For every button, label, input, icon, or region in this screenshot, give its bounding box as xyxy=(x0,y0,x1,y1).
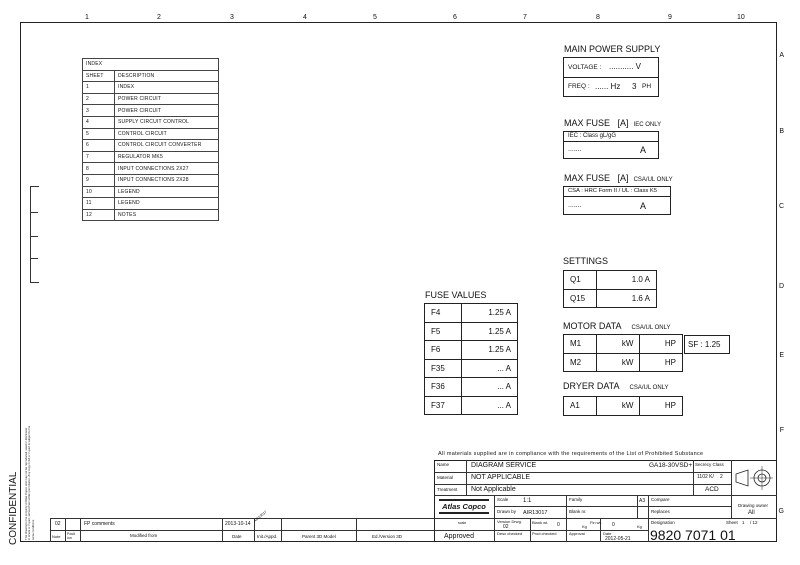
document-number: 9820 7071 01 xyxy=(650,527,736,543)
csa-only-note: CSA/UL ONLY xyxy=(633,177,673,183)
sheet-value: 1 xyxy=(742,520,745,525)
fin-wt-value: 0 xyxy=(612,522,615,528)
freq-label: FREQ : xyxy=(568,83,590,90)
col-label: 4 xyxy=(303,14,307,21)
fuse-value: 1.25 A xyxy=(462,304,518,323)
table-row xyxy=(425,378,518,397)
dryer-kw: kW xyxy=(597,397,640,416)
motor-data-table xyxy=(563,334,683,372)
fuse-id: F6 xyxy=(425,341,462,360)
sheet-description: NOTES xyxy=(115,209,219,221)
table-row xyxy=(564,289,657,308)
table-row xyxy=(83,163,219,175)
dryer-csa-note: CSA/UL ONLY xyxy=(629,385,669,391)
motor-id: M1 xyxy=(564,335,597,354)
index-table xyxy=(82,58,219,221)
fuse-id: F36 xyxy=(425,378,462,397)
drawing-owner-value: All xyxy=(748,510,755,516)
note-label: Note xyxy=(52,534,61,539)
fuse-value: ... A xyxy=(462,359,518,378)
col-label: 2 xyxy=(157,14,161,21)
version-label: Version Drwg. xyxy=(497,519,522,524)
iec-only-note: IEC ONLY xyxy=(633,122,662,128)
blank-wt-label: Blank wt. xyxy=(532,520,549,525)
setting-id: Q15 xyxy=(564,289,597,308)
row-label: C xyxy=(778,203,784,210)
sheet-number: 3 xyxy=(83,105,115,117)
col-label: 9 xyxy=(668,14,672,21)
col-label: 7 xyxy=(523,14,527,21)
paper-size: A3 xyxy=(639,498,646,504)
csa-fuse-unit: A xyxy=(640,201,647,211)
brand-sub: scale xyxy=(458,521,467,525)
row-label: G xyxy=(778,508,784,515)
margin-bracket xyxy=(30,186,39,283)
fuse-value: 1.25 A xyxy=(462,341,518,360)
drawing-name: DIAGRAM SERVICE xyxy=(471,462,537,469)
motor-id: M2 xyxy=(564,353,597,372)
dryer-data-title xyxy=(563,381,669,391)
table-row xyxy=(83,93,219,105)
voltage-label: VOLTAGE : xyxy=(568,64,602,71)
init-column-label: Init./Appd. xyxy=(257,534,278,539)
replaces-label: Replaces xyxy=(651,509,670,514)
prod-checked-label: Prod checked xyxy=(532,531,557,536)
table-row xyxy=(83,116,219,128)
row-label: F xyxy=(779,427,784,434)
table-row xyxy=(83,128,219,140)
sheet-description: REGULATOR MK5 xyxy=(115,151,219,163)
treatment-value: Not Applicable xyxy=(471,486,516,493)
row-label: B xyxy=(779,128,784,135)
family-label: Family xyxy=(569,497,583,502)
motor-data-title xyxy=(563,321,671,331)
date-label: Date xyxy=(603,531,612,536)
date-value: 2012-05-21 xyxy=(605,536,631,542)
row-label: D xyxy=(778,283,784,290)
csa-fuse-value: ....... xyxy=(568,202,582,209)
drawn-by-value: AIR13017 xyxy=(523,510,548,516)
dryer-data-label: DRYER DATA xyxy=(563,381,620,391)
table-row xyxy=(83,82,219,94)
table-row xyxy=(83,151,219,163)
dryer-data-table xyxy=(563,396,683,416)
fuse-values-title: FUSE VALUES xyxy=(425,290,487,300)
approval-label: Approval xyxy=(569,531,585,536)
sheet-number: 1 xyxy=(83,82,115,94)
motor-data-label: MOTOR DATA xyxy=(563,321,622,331)
voltage-value: ........... V xyxy=(609,62,642,71)
sheet-description: CONTROL CIRCUIT CONVERTER xyxy=(115,140,219,152)
revision-date: 2013-10-14 xyxy=(225,521,251,527)
max-fuse-unit: [A] xyxy=(617,173,629,183)
position-label: Posit ion xyxy=(67,532,75,540)
confidential-note: This drawing is the property of Atlas Copco and may not be reproduced, used or disclosed, in whole or in part, without their written permission. Any copy in full or in part is subject to the same conditions. xyxy=(24,425,35,540)
motor-hp: HP xyxy=(640,335,683,354)
table-row xyxy=(564,335,683,354)
sheet-label: Sheet xyxy=(726,520,738,525)
col-label: 10 xyxy=(737,14,745,21)
approved-status: Approved xyxy=(444,533,474,540)
fuse-values-table xyxy=(424,303,518,415)
table-row xyxy=(83,105,219,117)
sheet-number: 9 xyxy=(83,174,115,186)
phase-value: 3 xyxy=(632,82,637,91)
fuse-value: ... A xyxy=(462,396,518,415)
desc-checked-label: Desc checked xyxy=(497,531,523,536)
table-row xyxy=(83,140,219,152)
sheet-description: POWER CIRCUIT xyxy=(115,93,219,105)
phase-unit: PH xyxy=(642,83,652,90)
sheet-number: 8 xyxy=(83,163,115,175)
fin-wt-unit: Kg xyxy=(637,524,642,529)
fuse-value: ... A xyxy=(462,378,518,397)
sheet-number: 4 xyxy=(83,116,115,128)
dryer-hp: HP xyxy=(640,397,683,416)
sheet-description: INPUT CONNECTIONS 2X28 xyxy=(115,174,219,186)
sheet-description: POWER CIRCUIT xyxy=(115,105,219,117)
sheet-total: / 12 xyxy=(750,520,758,525)
acd-label: ACD xyxy=(705,486,719,493)
date-column-label: Date xyxy=(232,534,242,539)
table-row xyxy=(425,341,518,360)
designation-label: Designation xyxy=(651,520,675,525)
sheet-number: 7 xyxy=(83,151,115,163)
table-row xyxy=(83,209,219,221)
main-power-box xyxy=(563,57,659,97)
version-value: 02 xyxy=(503,524,509,530)
blank-wt-unit: Kg xyxy=(582,524,587,529)
col-label: 5 xyxy=(373,14,377,21)
revision-text: FP comments xyxy=(84,521,115,527)
table-row xyxy=(425,304,518,323)
atlas-copco-logo xyxy=(437,498,491,516)
secrecy-value: 1102 K/ xyxy=(697,474,714,480)
settings-title: SETTINGS xyxy=(563,256,609,266)
max-fuse-label: MAX FUSE xyxy=(564,173,611,183)
max-fuse-iec-box xyxy=(563,131,659,159)
motor-csa-note: CSA/UL ONLY xyxy=(631,325,671,331)
fuse-value: 1.25 A xyxy=(462,322,518,341)
max-fuse-csa-box xyxy=(563,186,671,215)
setting-value: 1.0 A xyxy=(597,271,657,290)
compare-label: Compare xyxy=(651,497,670,502)
sheet-number: 12 xyxy=(83,209,115,221)
motor-hp: HP xyxy=(640,353,683,372)
table-row xyxy=(425,359,518,378)
table-row xyxy=(564,353,683,372)
secrecy-number: 2 xyxy=(720,474,723,480)
blank-wt-value: 0 xyxy=(557,522,560,528)
sheet-number: 11 xyxy=(83,198,115,210)
sheet-number: 2 xyxy=(83,93,115,105)
index-header: DESCRIPTION xyxy=(115,70,219,82)
model-number: GA18-30VSD+ xyxy=(649,462,693,469)
compliance-note: All materials supplied are in compliance with the requirements of the List of Prohibited Substance xyxy=(438,451,704,457)
sheet-description: LEGEND xyxy=(115,186,219,198)
motor-kw: kW xyxy=(597,335,640,354)
drawing-owner-label: Drawing owner xyxy=(738,503,769,508)
setting-value: 1.6 A xyxy=(597,289,657,308)
ed-version-label: Ed./Version 3D xyxy=(372,534,403,539)
fuse-id: F35 xyxy=(425,359,462,378)
sheet-description: LEGEND xyxy=(115,198,219,210)
fin-wt-label: Fin wt. xyxy=(590,520,602,525)
service-factor: SF : 1.25 xyxy=(684,335,730,354)
revision-number: 02 xyxy=(55,521,61,527)
material-value: NOT APPLICABLE xyxy=(471,474,531,481)
freq-value: ...... Hz xyxy=(595,82,621,91)
max-fuse-unit: [A] xyxy=(617,118,629,128)
sheet-description: INDEX xyxy=(115,82,219,94)
secrecy-label: Secrecy Class xyxy=(695,462,724,467)
drawn-by-label: Drawn by xyxy=(497,509,517,514)
table-row xyxy=(564,397,683,416)
index-header: SHEET xyxy=(83,70,115,82)
table-row xyxy=(425,322,518,341)
sheet-number: 6 xyxy=(83,140,115,152)
table-row xyxy=(83,186,219,198)
scale-value: 1:1 xyxy=(523,498,532,504)
table-row xyxy=(425,396,518,415)
motor-kw: kW xyxy=(597,353,640,372)
sheet-description: SUPPLY CIRCUIT CONTROL xyxy=(115,116,219,128)
material-label: Material xyxy=(437,475,454,480)
confidential-label: CONFIDENTIAL xyxy=(8,471,19,545)
projection-symbol-icon xyxy=(734,464,774,492)
table-row xyxy=(564,271,657,290)
modified-from-label: Modified from xyxy=(130,533,158,538)
iec-fuse-value: ....... xyxy=(568,146,582,153)
dryer-id: A1 xyxy=(564,397,597,416)
blank-nr-label: Blank nr. xyxy=(569,509,587,514)
treatment-label: Treatment xyxy=(437,487,458,492)
setting-id: Q1 xyxy=(564,271,597,290)
fuse-id: F5 xyxy=(425,322,462,341)
row-label: E xyxy=(779,352,784,359)
table-row xyxy=(83,174,219,186)
sheet-number: 10 xyxy=(83,186,115,198)
main-power-title: MAIN POWER SUPPLY xyxy=(564,44,661,54)
brand-name: Atlas Copco xyxy=(442,502,486,511)
col-label: 3 xyxy=(230,14,234,21)
max-fuse-csa-title xyxy=(564,173,673,183)
row-label: A xyxy=(779,52,784,59)
settings-table xyxy=(563,270,657,308)
parent-model-label: Parent 3D Model xyxy=(302,534,336,539)
sheet-description: INPUT CONNECTIONS 2X27 xyxy=(115,163,219,175)
iec-fuse-unit: A xyxy=(640,145,647,155)
iec-class: IEC : Class gL/gG xyxy=(568,133,617,139)
col-label: 1 xyxy=(85,14,89,21)
col-label: 6 xyxy=(453,14,457,21)
revision-initials: AIR13017 xyxy=(253,509,268,524)
max-fuse-iec-title xyxy=(564,118,661,128)
col-label: 8 xyxy=(596,14,600,21)
fuse-id: F37 xyxy=(425,396,462,415)
max-fuse-label: MAX FUSE xyxy=(564,118,611,128)
csa-class: CSA : HRC Form II / UL : Class K5 xyxy=(568,188,658,194)
fuse-id: F4 xyxy=(425,304,462,323)
sheet-description: CONTROL CIRCUIT xyxy=(115,128,219,140)
index-title: INDEX xyxy=(83,59,219,71)
scale-label: Scale xyxy=(497,497,509,502)
sheet-number: 5 xyxy=(83,128,115,140)
table-row xyxy=(83,198,219,210)
name-label: Name xyxy=(437,462,450,467)
